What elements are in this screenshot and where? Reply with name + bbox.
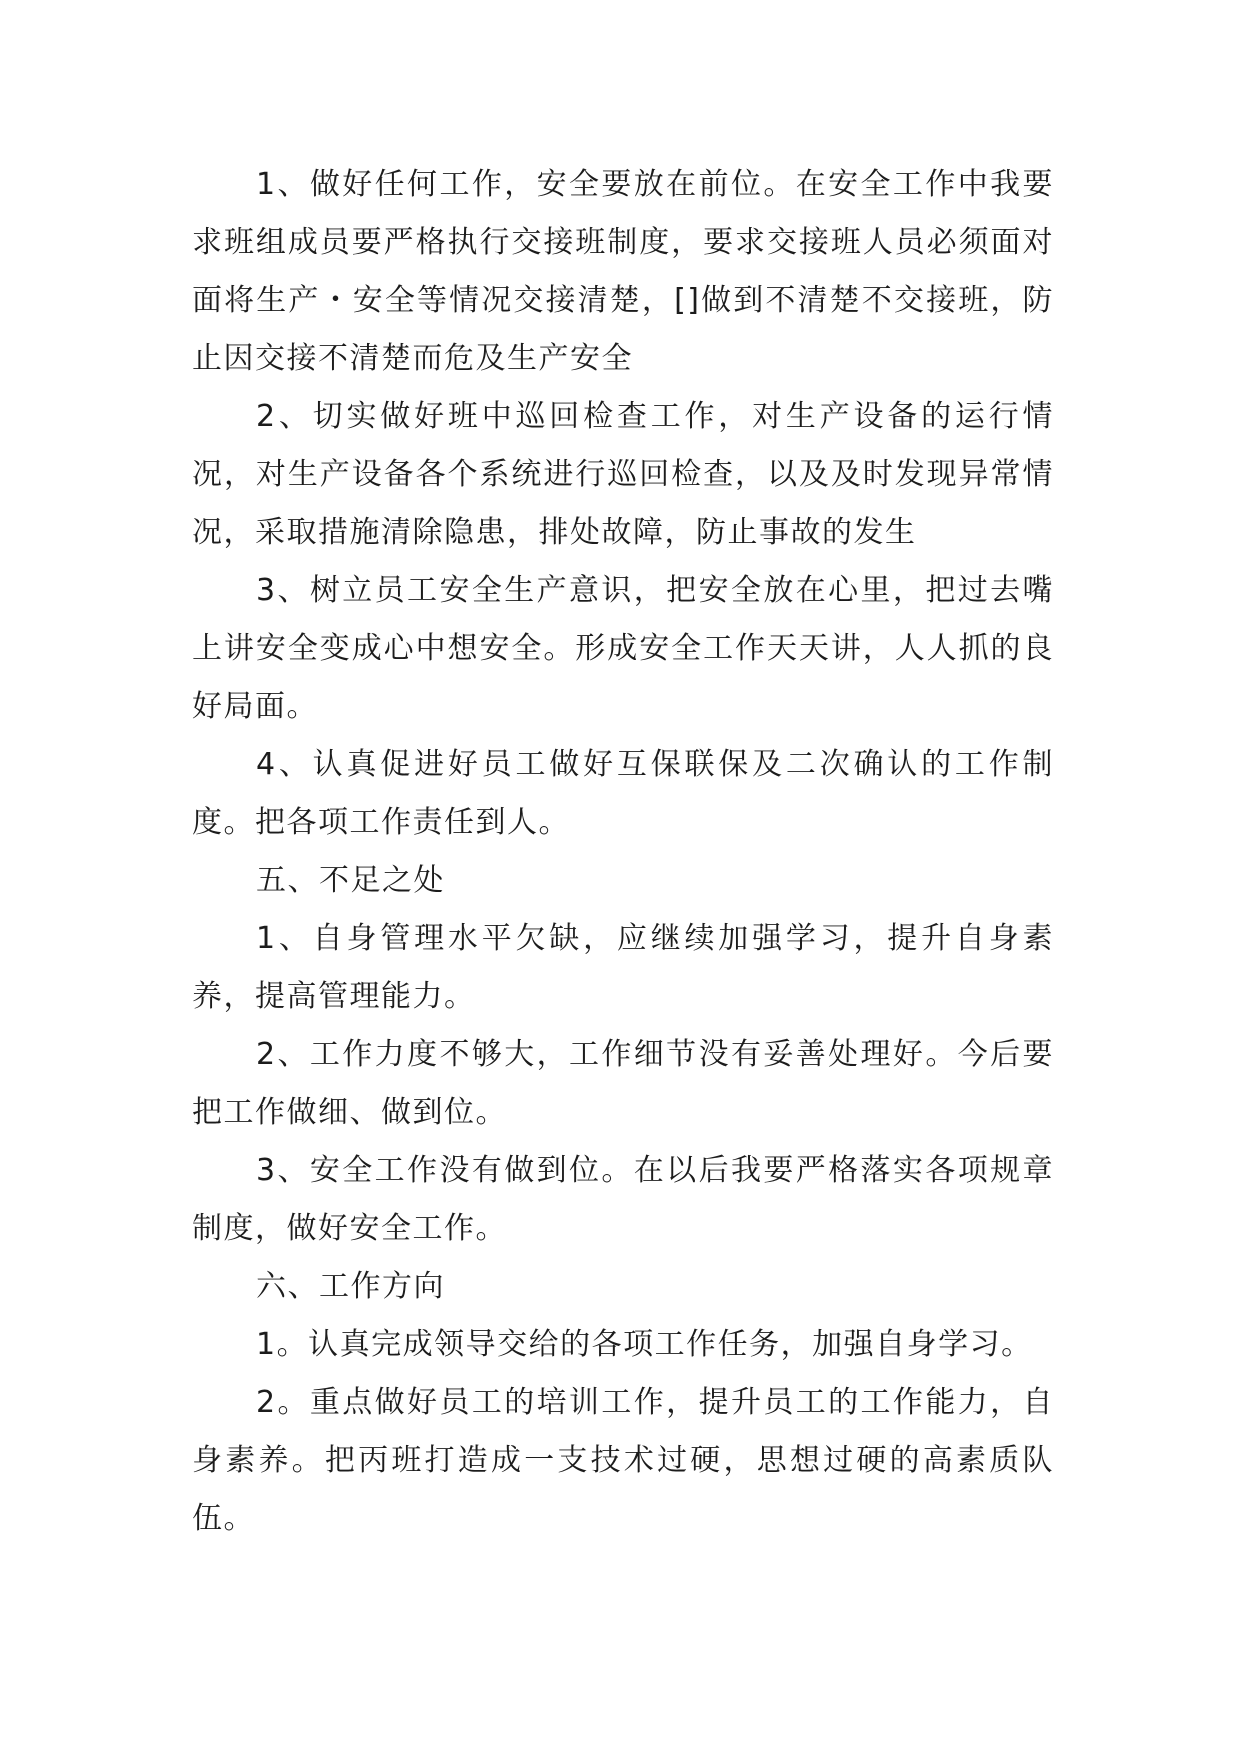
paragraph-safety-3: 3、树立员工安全生产意识，把安全放在心里，把过去嘴上讲安全变成心中想安全。形成安全工作天天讲，人人抓的良好局面。 — [192, 573, 1054, 724]
document-page — [192, 156, 1054, 1548]
paragraph-safety-4: 4、认真促进好员工做好互保联保及二次确认的工作制度。把各项工作责任到人。 — [192, 747, 1054, 840]
paragraph-direction-1: 1。认真完成领导交给的各项工作任务，加强自身学习。 — [256, 1327, 1033, 1362]
paragraph-safety-1: 1、做好任何工作，安全要放在前位。在安全工作中我要求班组成员要严格执行交接班制度，要求交接班人员必须面对面将生产・安全等情况交接清楚，[]做到不清楚不交接班，防止因交接不清楚而危及生产安全 — [192, 167, 1054, 376]
paragraph-shortcoming-3: 3、安全工作没有做到位。在以后我要严格落实各项规章制度，做好安全工作。 — [192, 1153, 1054, 1246]
paragraph-safety-2: 2、切实做好班中巡回检查工作，对生产设备的运行情况，对生产设备各个系统进行巡回检查，以及及时发现异常情况，采取措施清除隐患，排处故障，防止事故的发生 — [192, 399, 1054, 550]
section-heading-direction: 六、工作方向 — [256, 1269, 445, 1304]
paragraph-shortcoming-1: 1、自身管理水平欠缺，应继续加强学习，提升自身素养，提高管理能力。 — [192, 921, 1054, 1014]
paragraph-shortcoming-2: 2、工作力度不够大，工作细节没有妥善处理好。今后要把工作做细、做到位。 — [192, 1037, 1054, 1130]
section-heading-shortcomings: 五、不足之处 — [256, 863, 445, 898]
paragraph-direction-2: 2。重点做好员工的培训工作，提升员工的工作能力，自身素养。把丙班打造成一支技术过硬，思想过硬的高素质队伍。 — [192, 1385, 1054, 1536]
